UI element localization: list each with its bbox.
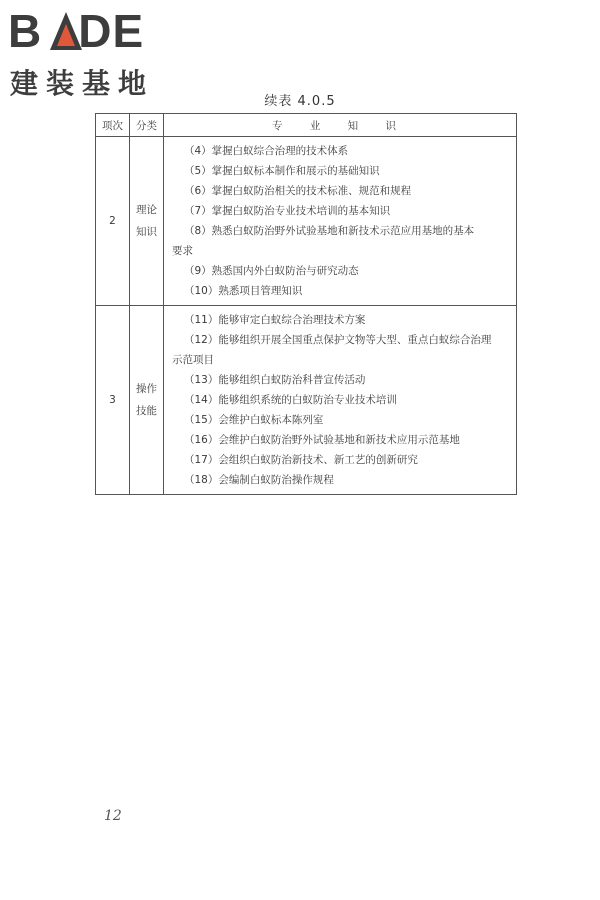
header-no: 项次 [96,114,130,137]
row-number: 2 [96,137,130,306]
item-text: （11）能够审定白蚁综合治理技术方案 [184,314,366,326]
category-line: 操作 [136,383,157,395]
table-row [96,306,517,495]
list-item [172,141,512,161]
list-item [172,181,512,201]
item-text: （16）会维护白蚁防治野外试验基地和新技术应用示范基地 [184,434,460,446]
logo-triangle-icon [48,10,84,52]
category-line: 知识 [136,226,157,238]
item-text: （14）能够组织系统的白蚁防治专业技术培训 [184,394,397,406]
item-text: （15）会维护白蚁标本陈列室 [184,414,324,426]
item-text: （12）能够组织开展全国重点保护文物等大型、重点白蚁综合治理 [184,334,492,346]
bade-logo [8,6,178,98]
list-item [172,430,512,450]
logo-letter-b: B [8,5,43,57]
list-item [172,330,512,370]
row-category [130,137,164,306]
list-item [172,450,512,470]
list-item [172,201,512,221]
list-item [172,470,512,490]
item-text: （7）掌握白蚁防治专业技术培训的基本知识 [184,205,391,217]
item-text: （18）会编制白蚁防治操作规程 [184,474,334,486]
list-item [172,161,512,181]
item-text: （10）熟悉项目管理知识 [184,285,303,297]
row-number: 3 [96,306,130,495]
logo-subtitle: 建装基地 [10,67,155,100]
header-content: 专 业 知 识 [164,114,517,137]
item-text: （4）掌握白蚁综合治理的技术体系 [184,145,349,157]
page-number: 12 [104,808,122,824]
list-item [172,410,512,430]
item-text-continued: 示范项目 [172,354,214,366]
item-text: （13）能够组织白蚁防治科普宣传活动 [184,374,366,386]
item-text: （17）会组织白蚁防治新技术、新工艺的创新研究 [184,454,418,466]
item-text: （6）掌握白蚁防治相关的技术标准、规范和规程 [184,185,412,197]
header-category: 分类 [130,114,164,137]
list-item [172,221,512,261]
item-text: （8）熟悉白蚁防治野外试验基地和新技术示范应用基地的基本 [184,225,475,237]
category-line: 技能 [136,405,157,417]
table-body [96,137,517,495]
list-item [172,261,512,281]
category-line: 理论 [136,204,157,216]
row-items [164,137,517,306]
logo-letters-de: DE [78,5,145,57]
list-item [172,370,512,390]
row-items [164,306,517,495]
list-item [172,390,512,410]
list-item [172,281,512,301]
table-caption: 续表 4.0.5 [264,94,336,109]
list-item [172,310,512,330]
item-text-continued: 要求 [172,245,193,257]
item-text: （9）熟悉国内外白蚁防治与研究动态 [184,265,359,277]
row-category [130,306,164,495]
table-row [96,137,517,306]
table-header-row [96,114,517,137]
item-text: （5）掌握白蚁标本制作和展示的基础知识 [184,165,380,177]
knowledge-table [95,113,517,495]
